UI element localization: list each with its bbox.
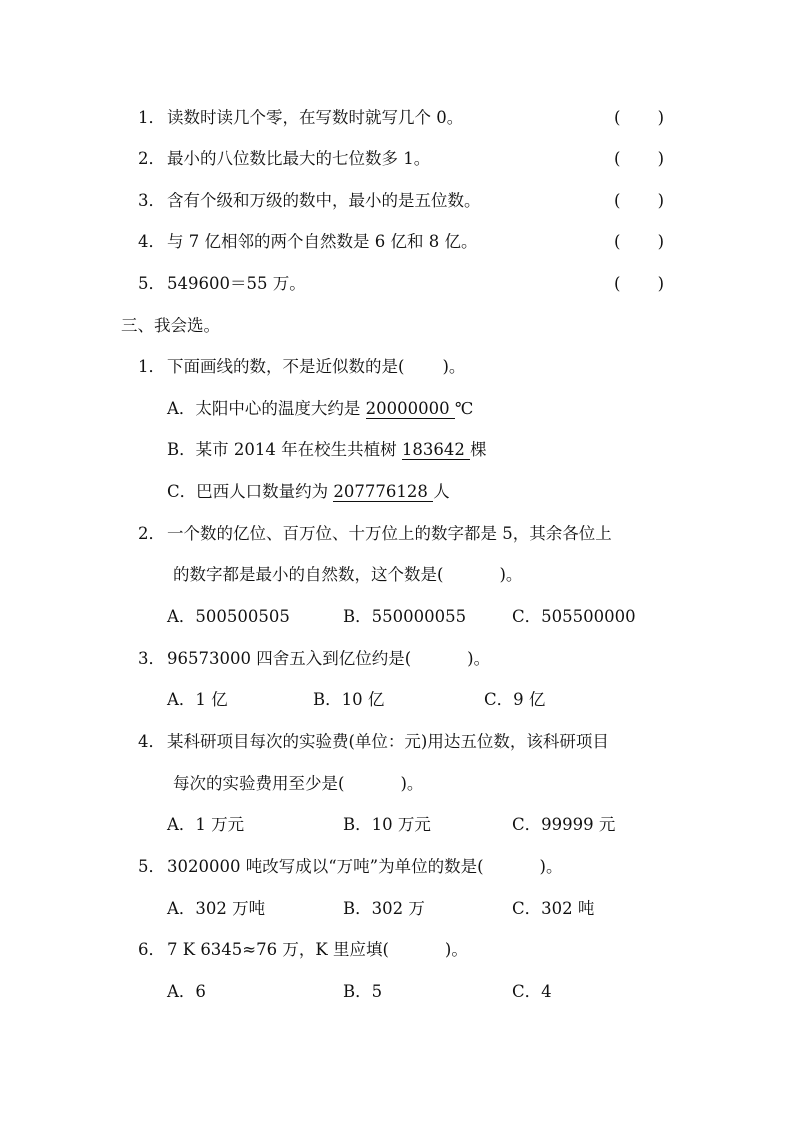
question-number: 1． — [138, 357, 165, 376]
question-number: 6． — [138, 940, 165, 959]
question-text: 3020000 吨改写成以“万吨”为单位的数是( )。 — [167, 857, 563, 876]
option-c[interactable]: C．4 — [512, 982, 552, 1001]
option-b[interactable]: B．10 万元 — [343, 815, 431, 834]
item-number: 3． — [138, 191, 165, 210]
option-c[interactable]: C．99999 元 — [512, 815, 616, 834]
answer-parentheses[interactable]: ( ) — [614, 274, 664, 293]
option-c[interactable]: C．9 亿 — [484, 690, 546, 709]
answer-parentheses[interactable]: ( ) — [614, 232, 664, 251]
item-text: 读数时读几个零，在写数时就写几个 0。 — [167, 108, 464, 127]
answer-parentheses[interactable]: ( ) — [614, 191, 664, 210]
item-text: 含有个级和万级的数中，最小的是五位数。 — [167, 191, 481, 210]
option-c[interactable]: C．505500000 — [512, 607, 636, 626]
option-b[interactable]: B．550000055 — [343, 607, 467, 626]
option-c[interactable]: C．302 吨 — [512, 899, 595, 918]
answer-parentheses[interactable]: ( ) — [614, 108, 664, 127]
item-number: 1． — [138, 108, 165, 127]
answer-parentheses[interactable]: ( ) — [614, 149, 664, 168]
option-a[interactable]: A．302 万吨 — [167, 899, 266, 918]
question-number: 4． — [138, 732, 165, 751]
option-a[interactable]: A．1 万元 — [167, 815, 245, 834]
option-a[interactable]: A．1 亿 — [167, 690, 228, 709]
item-number: 4． — [138, 232, 165, 251]
option-a[interactable]: A．6 — [167, 982, 206, 1001]
option-a[interactable]: A．500500505 — [167, 607, 290, 626]
underlined-number: 183642 — [401, 440, 471, 459]
question-text: 7 K 6345≈76 万，K 里应填( )。 — [167, 940, 468, 959]
question-text: 某科研项目每次的实验费(单位：元)用达五位数，该科研项目 — [167, 732, 609, 751]
option-b[interactable]: B．5 — [343, 982, 383, 1001]
item-number: 2． — [138, 149, 165, 168]
item-text: 最小的八位数比最大的七位数多 1。 — [167, 149, 431, 168]
item-text: 与 7 亿相邻的两个自然数是 6 亿和 8 亿。 — [167, 232, 478, 251]
underlined-number: 207776128 — [333, 482, 434, 501]
question-number: 2． — [138, 524, 165, 543]
question-text: 下面画线的数，不是近似数的是( )。 — [167, 357, 466, 376]
item-number: 5． — [138, 274, 165, 293]
question-text: 96573000 四舍五入到亿位约是( )。 — [167, 649, 491, 668]
item-text: 549600＝55 万。 — [167, 274, 306, 293]
underlined-number: 20000000 — [365, 399, 455, 418]
option-b[interactable]: B．302 万 — [343, 899, 425, 918]
worksheet-page: 1． 读数时读几个零，在写数时就写几个 0。 ( ) 2． 最小的八位数比最大的七位数多 1。 ( ) 3． 含有个级和万级的数中，最小的是五位数。 ( ) 4． 与 7 亿相邻的两个自然数是 6 亿和 8 亿。 ( ) 5． 549600＝55 万。 ( ) 三、我会选。 1． 下面画线的数，不是近似数的是( )。 A．太阳中心的温度大约是 20000000 ℃ B．某市 2014 年在校生共植树 183642 棵 C．巴西人口数量约为 207776128 人 2． 一个数的亿位、百万位、十万位上的数字都是 5，其余各位上 的数字都是最小的自然数，这个数是( )。 A．500500505 B．550000055 C．505500000 3． 96573000 四舍五入到亿位约是( )。 A．1 亿 B．10 亿 C．9 亿 4． 某科研项目每次的实验费(单位：元)用达五位数，该科研项目 每次的实验费用至少是( )。 A．1 万元 B．10 万元 C．99999 元 5． 3020000 吨改写成以“万吨”为单位的数是( )。 A．302 万吨 B．302 万 C．302 吨 6． 7 K 6345≈76 万，K 里应填( )。 A．6 B．5 C．4 — [0, 0, 794, 1123]
question-number: 5． — [138, 857, 165, 876]
question-text: 一个数的亿位、百万位、十万位上的数字都是 5，其余各位上 — [167, 524, 612, 543]
option-b[interactable]: B．10 亿 — [313, 690, 385, 709]
question-number: 3． — [138, 649, 165, 668]
